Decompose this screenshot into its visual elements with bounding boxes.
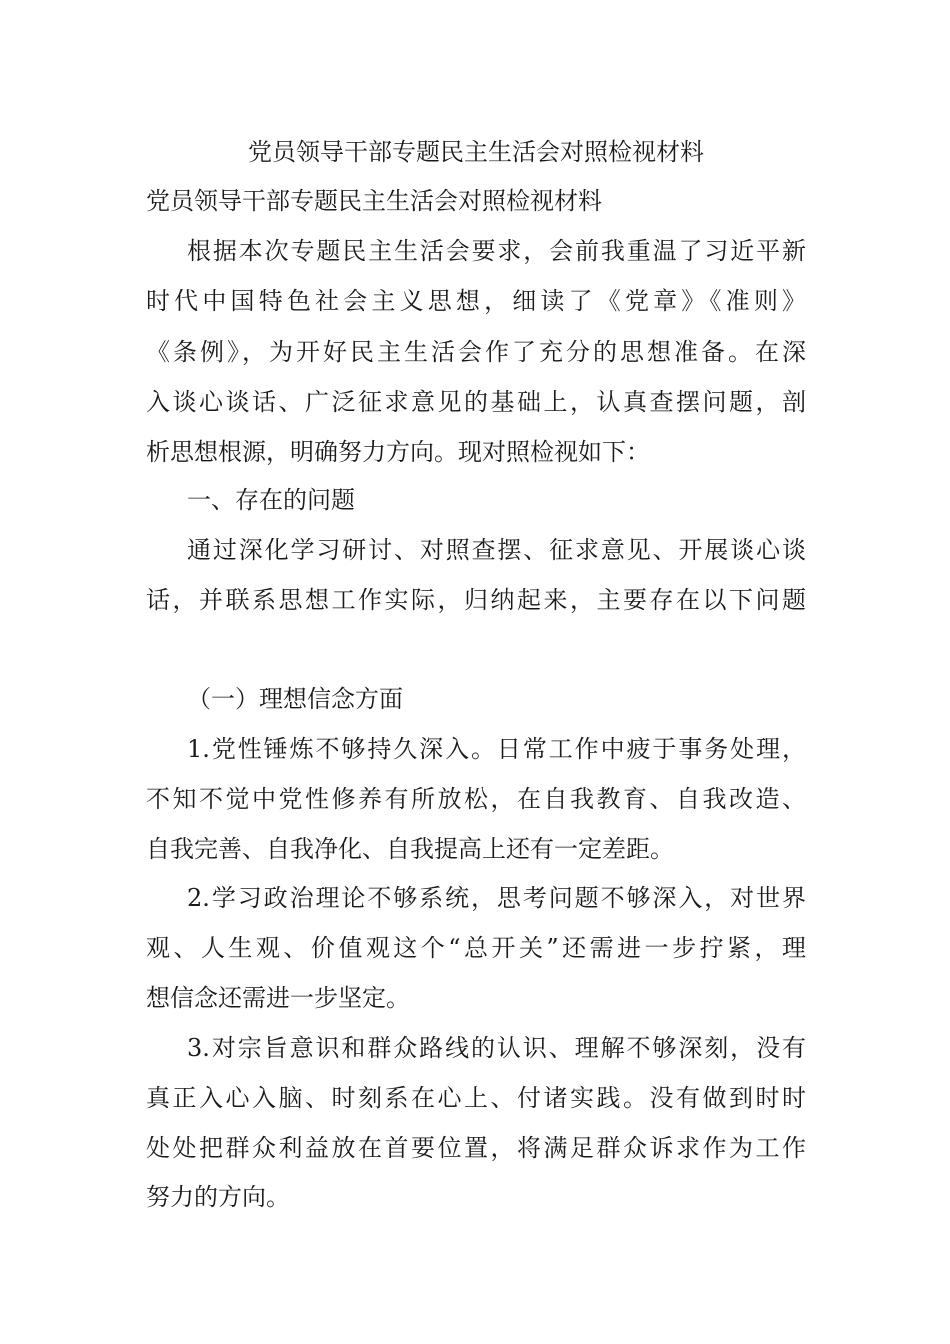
intro-line: 时代中国特色社会主义思想，细读了《党章》《准则》 <box>146 287 806 315</box>
item-line: 自我完善、自我净化、自我提高上还有一定差距。 <box>146 835 674 863</box>
intro-line: 入谈心谈话、广泛征求意见的基础上，认真查摆问题，剖 <box>146 388 806 416</box>
item-line: 想信念还需进一步坚定。 <box>146 984 410 1012</box>
item-line: 观、人生观、价值观这个“总开关”还需进一步拧紧，理 <box>146 934 806 962</box>
item-line: 努力的方向。 <box>146 1183 290 1211</box>
document-subtitle: 党员领导干部专题民主生活会对照检视材料 <box>146 187 602 215</box>
intro-line: 析思想根源，明确努力方向。现对照检视如下： <box>146 438 650 466</box>
document-title: 党员领导干部专题民主生活会对照检视材料 <box>248 138 704 166</box>
item-line: 2.学习政治理论不够系统，思考问题不够深入，对世界 <box>187 884 806 912</box>
item-line: 真正入心入脑、时刻系在心上、付诸实践。没有做到时时 <box>146 1084 806 1112</box>
section-intro-line: 通过深化学习研讨、对照查摆、征求意见、开展谈心谈 <box>187 536 806 564</box>
section-intro-line: 话，并联系思想工作实际，归纳起来，主要存在以下问题 <box>146 586 806 614</box>
item-line: 不知不觉中党性修养有所放松，在自我教育、自我改造、 <box>146 785 806 813</box>
item-line: 1.党性锤炼不够持久深入。日常工作中疲于事务处理， <box>187 735 806 763</box>
intro-line: 根据本次专题民主生活会要求，会前我重温了习近平新 <box>187 237 806 265</box>
item-line: 处处把群众利益放在首要位置，将满足群众诉求作为工作 <box>146 1134 806 1162</box>
intro-line: 《条例》，为开好民主生活会作了充分的思想准备。在深 <box>146 338 806 366</box>
section-heading: 一、存在的问题 <box>187 486 355 514</box>
subsection-heading: （一）理想信念方面 <box>187 685 403 713</box>
item-line: 3.对宗旨意识和群众路线的认识、理解不够深刻，没有 <box>187 1034 806 1062</box>
